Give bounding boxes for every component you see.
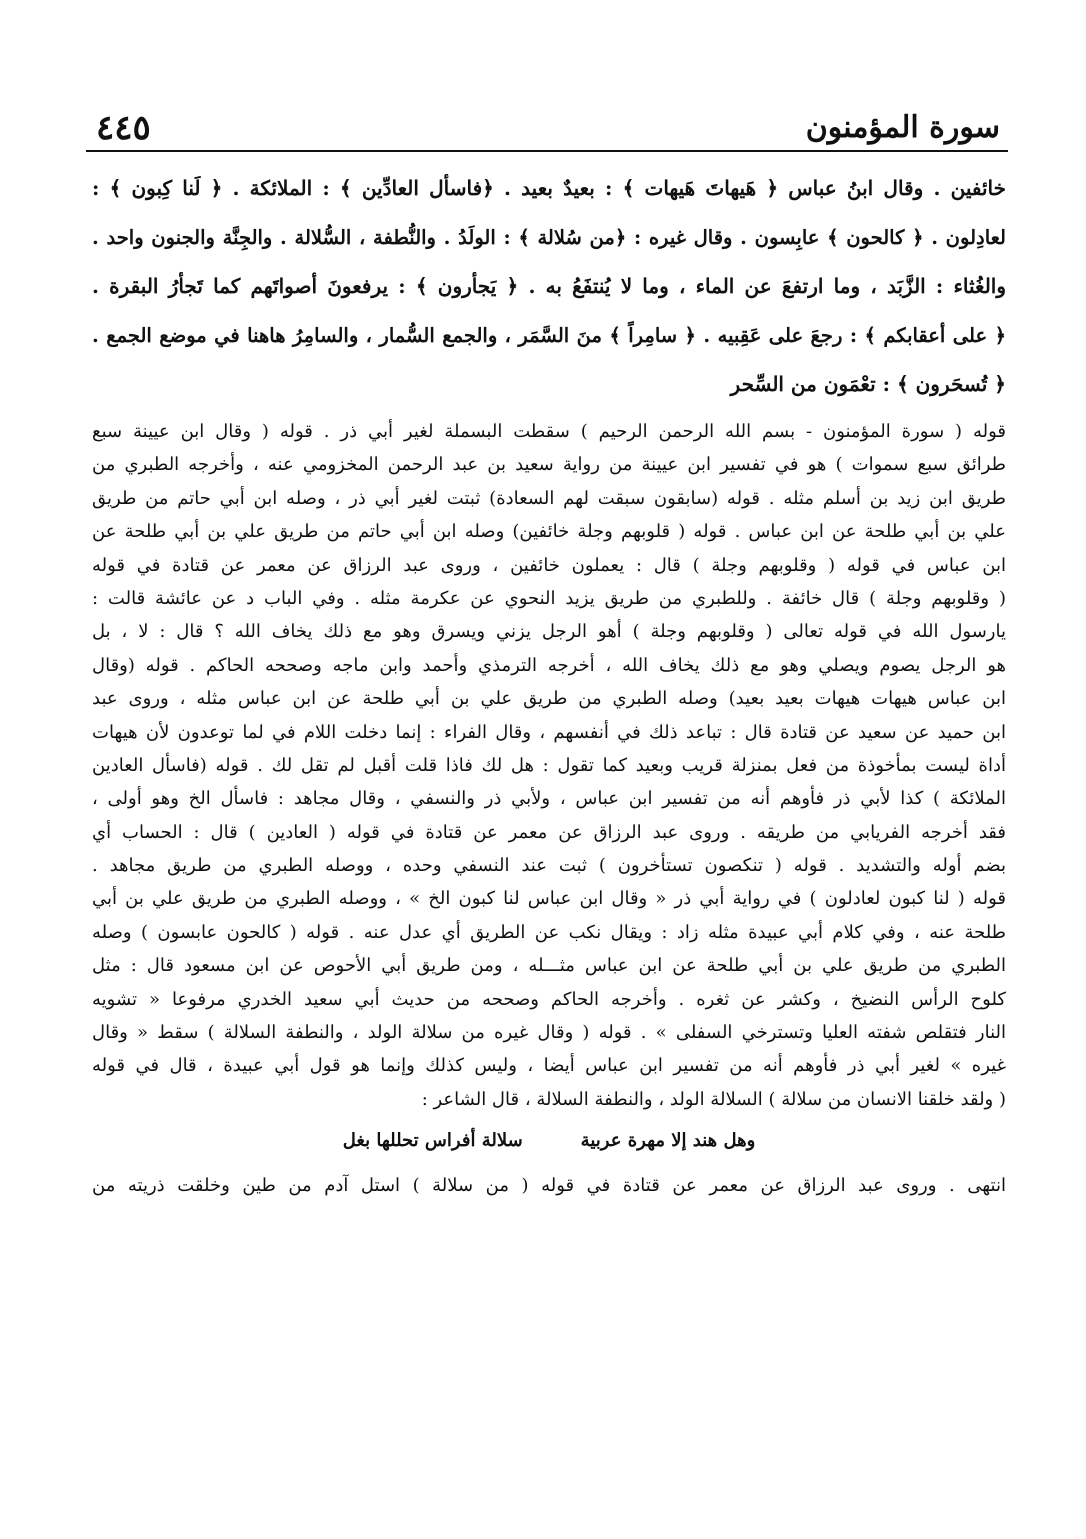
commentary-line: ( وقلوبهم وجلة ) قال خائفة . وللطبري من طريق يزيد النحوي عن عكرمة مثله . وفي الباب د عن عائشة قالت : (92, 587, 1006, 609)
matn-line: والغُثاء : الزَّبَد ، وما ارتفعَ عن الماء ، وما لا يُنتفَعُ به . ﴿ يَجأرون ﴾ : يرفعونَ أصواتَهم كما تَجأرُ البقرة . (92, 274, 1006, 298)
matn-line: ﴿ تُسحَرون ﴾ : تعْمَون من السِّحر (730, 372, 1006, 396)
commentary-continuation (92, 1166, 1006, 1206)
surah-title: سورة المؤمنون (805, 110, 1000, 145)
commentary-line: ابن حميد عن سعيد عن قتادة قال : تباعد ذلك في أنفسهم ، وقال الفراء : إنما دخلت اللام في لما توعدون لأن هيهات (92, 721, 1006, 743)
commentary-line: طلحة عنه ، وفي كلام أبي عبيدة مثله زاد : ويقال نكب عن الطريق أي عدل عنه . قوله ( كالحون عابسون ) وصله (92, 921, 1006, 943)
commentary-line: ابن عباس هيهات هيهات بعيد بعيد) وصله الطبري من طريق علي بن أبي طلحة عن ابن عباس مثله ، وروى عبد (92, 688, 1006, 710)
commentary-line: النار فتقلص شفته العليا وتسترخي السفلى » . قوله ( وقال غيره من سلالة الولد ، والنطفة السلالة ) سقط « وقال (92, 1022, 1006, 1044)
commentary-line: الملائكة ) كذا لأبي ذر فأوهم أنه من تفسير ابن عباس ، ولأبي ذر والنسفي ، وقال مجاهد : فاسأل الخ وهو أولى ، (92, 788, 1006, 810)
commentary-line: فقد أخرجه الفريابي من طريقه . وروى عبد الرزاق عن معمر عن قتادة في قوله ( العادين ) قال : الحساب أي (92, 821, 1006, 843)
verse-second-hemistich: سلالة أفراس تحللها بغل (342, 1130, 523, 1152)
matn-line: ﴿ على أعقابكم ﴾ : رجعَ على عَقِبيه . ﴿ سامِراً ﴾ منَ السَّمَر ، والجمع السُّمار ، والسامِرُ هاهنا في موضع الجمع . (92, 324, 1006, 347)
commentary-line: انتهى . وروى عبد الرزاق عن معمر عن قتادة في قوله ( من سلالة ) استل آدم من طين وخلقت ذريته من (92, 1175, 1006, 1197)
commentary-line: طريق ابن زيد بن أسلم مثله . قوله (سابقون سبقت لهم السعادة) ثبتت لغير أبي ذر ، وصله ابن أبي حاتم من طريق (92, 487, 1006, 509)
commentary-block (92, 415, 1006, 1116)
commentary-line: قوله ( سورة المؤمنون - بسم الله الرحمن الرحيم ) سقطت البسملة لغير أبي ذر . قوله ( وقال ابن عيينة سبع (92, 421, 1006, 442)
commentary-line: غيره » لغير أبي ذر فأوهم أنه من تفسير ابن عباس أيضا ، وليس كذلك وإنما هو قول أبي عبيدة ، قال في قوله (92, 1055, 1006, 1077)
commentary-line: بضم أوله والتشديد . قوله ( تنكصون تستأخرون ) ثبت عند النسفي وحده ، ووصله الطبري من طريق مجاهد . (92, 855, 1006, 877)
page-body (92, 164, 1006, 1206)
commentary-line: كلوح الرأس النضيخ ، وكشر عن ثغره . وأخرجه الحاكم وصححه من حديث أبي سعيد الخدري مرفوعا « تشويه (92, 988, 1006, 1010)
commentary-line: أداة ليست بمأخوذة من فعل بمنزلة قريب وبعيد كما تقول : هل لك فاذا قلت أقبل لم تقل لك . قوله (فاسأل العادين (92, 754, 1006, 776)
verse-first-hemistich: وهل هند إلا مهرة عربية (580, 1130, 756, 1152)
hadith-text-block (92, 164, 1006, 409)
commentary-line: الطبري من طريق علي بن أبي طلحة عن ابن عباس مثـــله ، ومن طريق أبي الأحوص عن ابن مسعود قال : مثل (92, 955, 1006, 977)
page-number: ٤٤٥ (96, 108, 151, 148)
commentary-line: طرائق سبع سموات ) هو في تفسير ابن عيينة من رواية سعيد بن عبد الرحمن المخزومي عنه ، وأخرجه الطبري من (92, 454, 1006, 476)
running-head (96, 100, 1000, 148)
matn-line: خائفين . وقال ابنُ عباس ﴿ هَيهاتَ هَيهات ﴾ : بعيدٌ بعيد . ﴿فاسأل العادِّين ﴾ : الملائكة . ﴿ لَنا كِبون ﴾ : (92, 176, 1006, 200)
header-rule (86, 150, 1008, 152)
commentary-line: يارسول الله في قوله تعالى ( وقلوبهم وجلة ) أهو الرجل يزني ويسرق وهو مع ذلك يخاف الله ؟ قال : لا ، بل (92, 621, 1006, 643)
commentary-line: علي بن أبي طلحة عن ابن عباس . قوله ( قلوبهم وجلة خائفين) وصله ابن أبي حاتم من طريق علي بن أبي طلحة عن (92, 521, 1006, 543)
poetry-verse (92, 1116, 1006, 1166)
commentary-line: ابن عباس في قوله ( وقلوبهم وجلة ) قال : يعملون خائفين ، وروى عبد الرزاق عن معمر عن قتادة في قوله (92, 554, 1006, 576)
commentary-line: هو الرجل يصوم ويصلي وهو مع ذلك يخاف الله ، أخرجه الترمذي وأحمد وابن ماجه وصححه الحاكم . قوله (وقال (92, 654, 1006, 676)
matn-line: لعادِلون . ﴿ كالحون ﴾ عابِسون . وقال غيره : ﴿من سُلالة ﴾ : الولَدُ . والنُّطفة ، السُّلالة . والجِنَّة والجنون واحد . (92, 226, 1006, 249)
commentary-line: ( ولقد خلقنا الانسان من سلالة ) السلالة الولد ، والنطفة السلالة ، قال الشاعر : (421, 1088, 1006, 1110)
commentary-line: قوله ( لنا كبون لعادلون ) في رواية أبي ذر « وقال ابن عباس لنا كبون الخ » ، ووصله الطبري من طريق علي بن أبي (92, 888, 1006, 910)
